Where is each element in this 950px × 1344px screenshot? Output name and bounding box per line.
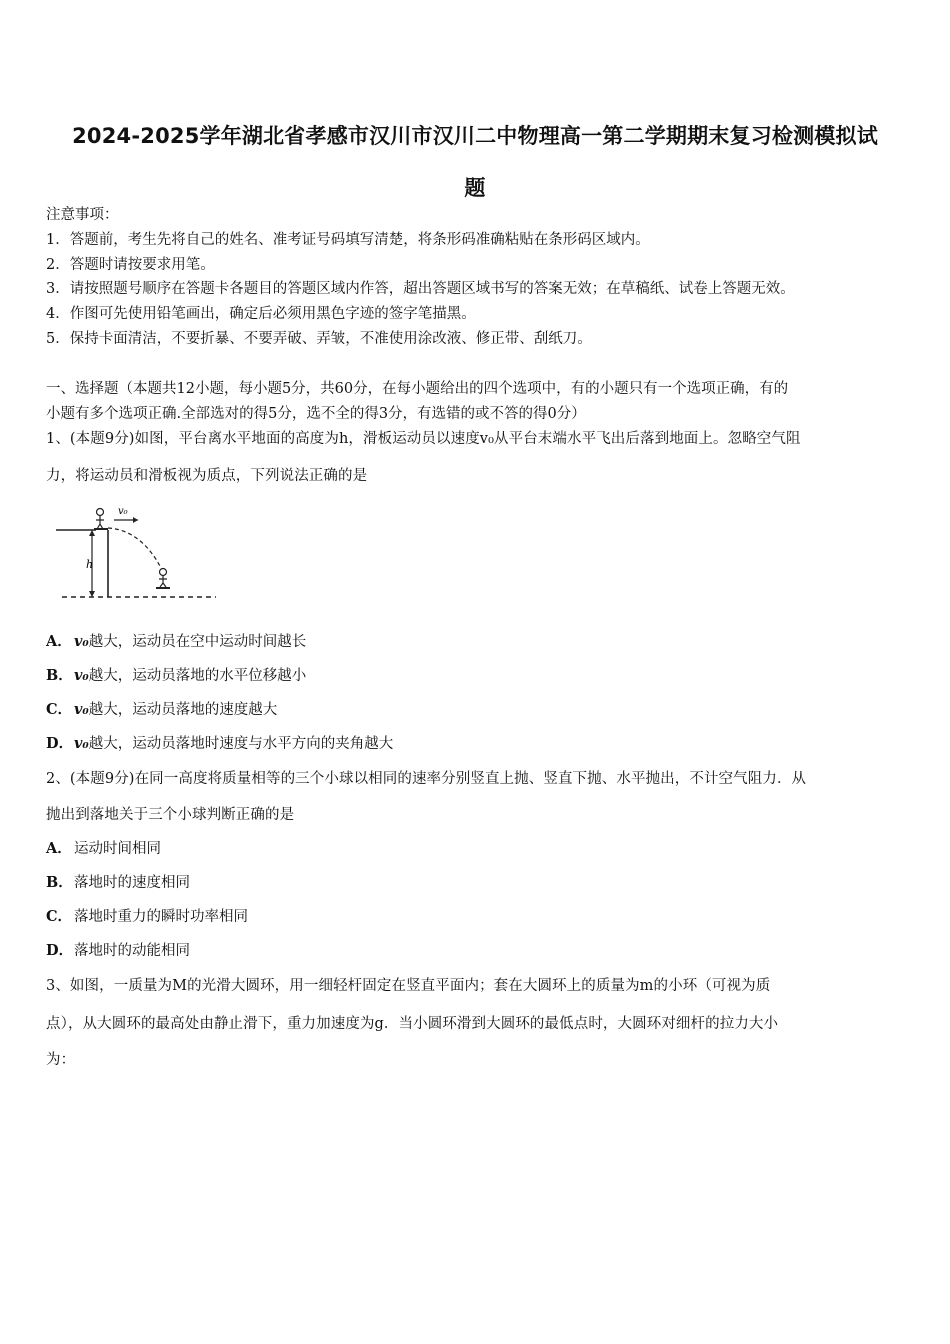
trajectory-path xyxy=(108,528,161,568)
skater-top xyxy=(97,509,104,516)
exam-title xyxy=(40,110,910,214)
notice-heading: 注意事项： xyxy=(46,207,119,223)
question-3-stem-line-2: 点），从大圆环的最高处由静止滑下，重力加速度为g．当小圆环滑到大圆环的最低点时，大圆环对细杆的拉力大小 xyxy=(46,1016,779,1032)
skater-bottom xyxy=(160,569,167,576)
question-2-stem-line-2: 抛出到落地关于三个小球判断正确的是 xyxy=(46,807,295,823)
section-instructions-line-1: 一、选择题（本题共12小题，每小题5分，共60分，在每小题给出的四个选项中，有的小题只有一个选项正确，有的 xyxy=(46,381,789,397)
velocity-label: v₀ xyxy=(118,506,128,517)
option-variable: v₀ xyxy=(74,633,89,650)
option-text: 越大，运动员落地的水平位移越小 xyxy=(88,668,307,684)
skater-bottom-body xyxy=(159,576,167,587)
section-instructions-line-2: 小题有多个选项正确.全部选对的得5分，选不全的得3分，有选错的或不答的得0分） xyxy=(46,406,586,422)
question-1-option-c xyxy=(46,698,277,719)
notice-item: 3．请按照题号顺序在答题卡各题目的答题区域内作答，超出答题区域书写的答案无效；在草稿纸、试卷上答题无效。 xyxy=(46,281,795,297)
option-text: 越大，运动员落地的速度越大 xyxy=(88,702,278,718)
option-variable: v₀ xyxy=(74,701,89,718)
question-3-stem-line-1: 3、如图，一质量为M的光滑大圆环，用一细轻杆固定在竖直平面内；套在大圆环上的质量为m的小环（可视为质 xyxy=(46,978,771,994)
velocity-arrowhead xyxy=(133,517,138,523)
option-text: 运动时间相同 xyxy=(74,841,161,857)
question-2-option-a xyxy=(46,837,161,858)
notice-item: 5．保持卡面清洁，不要折暴、不要弄破、弄皱，不准使用涂改液、修正带、刮纸刀。 xyxy=(46,331,592,347)
option-variable: v₀ xyxy=(74,667,89,684)
question-1-stem-line-2: 力，将运动员和滑板视为质点，下列说法正确的是 xyxy=(46,468,368,484)
title-line-1: 2024-2025学年湖北省孝感市汉川市汉川二中物理高一第二学期期末复习检测模拟试 xyxy=(72,124,878,148)
option-letter: B． xyxy=(46,874,73,891)
option-text: 落地时的动能相同 xyxy=(74,943,190,959)
option-letter: D． xyxy=(46,942,74,959)
skater-top-body xyxy=(96,516,104,529)
option-text: 越大，运动员在空中运动时间越长 xyxy=(88,634,307,650)
question-1-stem-line-1: 1、(本题9分)如图，平台离水平地面的高度为h，滑板运动员以速度v₀从平台末端水平飞出后落到地面上。忽略空气阻 xyxy=(46,431,801,447)
option-letter: A． xyxy=(46,633,72,650)
option-letter: B． xyxy=(46,667,73,684)
title-line-2: 题 xyxy=(464,176,486,200)
height-label: h xyxy=(86,558,94,571)
option-text: 落地时重力的瞬时功率相同 xyxy=(74,909,248,925)
option-letter: D． xyxy=(46,735,74,752)
option-letter: C． xyxy=(46,908,73,925)
question-1-option-a xyxy=(46,630,306,651)
question-2-option-c xyxy=(46,905,248,926)
question-2-option-d xyxy=(46,939,190,960)
option-text: 落地时的速度相同 xyxy=(74,875,190,891)
notice-item: 1．答题前，考生先将自己的姓名、准考证号码填写清楚，将条形码准确粘贴在条形码区域内。 xyxy=(46,232,650,248)
option-text: 越大，运动员落地时速度与水平方向的夹角越大 xyxy=(88,736,394,752)
question-2-stem-line-1: 2、(本题9分)在同一高度将质量相等的三个小球以相同的速率分别竖直上抛、竖直下抛、水平抛出，不计空气阻力．从 xyxy=(46,771,807,787)
notice-item: 2．答题时请按要求用笔。 xyxy=(46,257,215,273)
option-letter: A． xyxy=(46,840,72,857)
question-1-option-d xyxy=(46,732,393,753)
option-letter: C． xyxy=(46,701,73,718)
option-variable: v₀ xyxy=(74,735,89,752)
question-3-stem-line-3: 为： xyxy=(46,1052,76,1068)
question-2-option-b xyxy=(46,871,190,892)
question-1-option-b xyxy=(46,664,306,685)
skateboard-projectile-figure xyxy=(56,500,221,605)
notice-item: 4．作图可先使用铅笔画出，确定后必须用黑色字迹的签字笔描黑。 xyxy=(46,306,476,322)
